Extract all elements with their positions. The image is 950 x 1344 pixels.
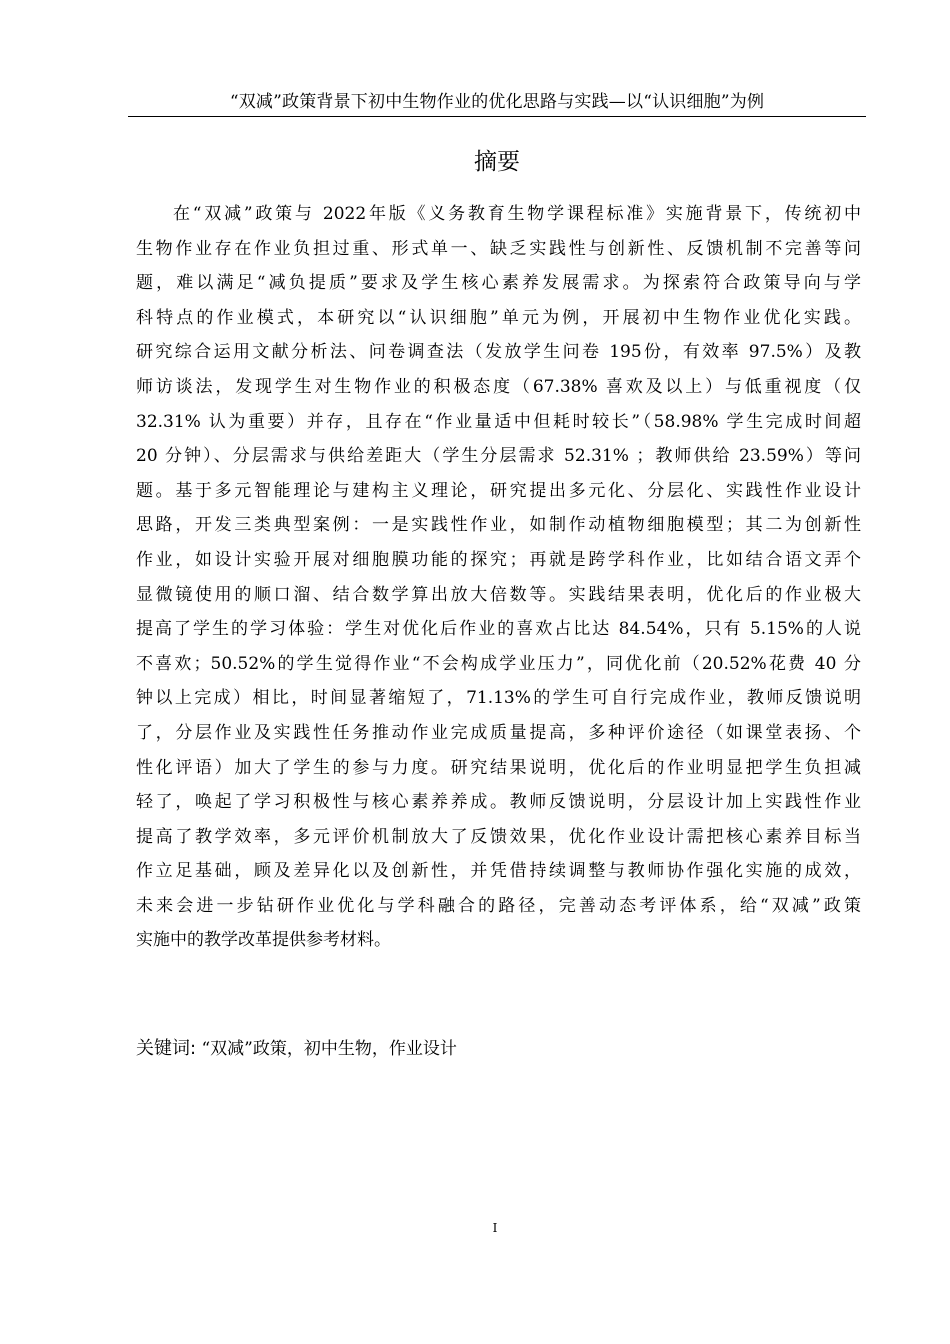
- page-number: I: [492, 1221, 498, 1235]
- abstract-line: 生物作业存在作业负担过重、形式单一、缺乏实践性与创新性、反馈机制不完善等问: [136, 238, 861, 259]
- abstract-line: 了，分层作业及实践性任务推动作业完成质量提高，多种评价途径（如课堂表扬、个: [136, 722, 861, 743]
- abstract-line: 未来会进一步钻研作业优化与学科融合的路径，完善动态考评体系，给“双减”政策: [136, 895, 861, 916]
- abstract-line: 显微镜使用的顺口溜、结合数学算出放大倍数等。实践结果表明，优化后的作业极大: [136, 584, 861, 605]
- abstract-line: 性化评语）加大了学生的参与力度。研究结果说明，优化后的作业明显把学生负担减: [136, 757, 861, 778]
- header-rule: [128, 116, 866, 117]
- keywords: [136, 1036, 457, 1062]
- abstract-line: 科特点的作业模式，本研究以“认识细胞”单元为例，开展初中生物作业优化实践。: [136, 307, 861, 328]
- abstract-line: 作立足基础，顾及差异化以及创新性，并凭借持续调整与教师协作强化实施的成效，: [136, 861, 861, 882]
- abstract-line: 师访谈法，发现学生对生物作业的积极态度（67.38% 喜欢及以上）与低重视度（仅: [136, 376, 861, 397]
- abstract-line: 32.31% 认为重要）并存，且存在“作业量适中但耗时较长”（58.98% 学生完成时间超: [136, 411, 861, 432]
- abstract-line: 钟以上完成）相比，时间显著缩短了，71.13%的学生可自行完成作业，教师反馈说明: [136, 688, 861, 709]
- abstract-line: 20 分钟）、分层需求与供给差距大（学生分层需求 52.31% ；教师供给 23.59%）等问: [136, 446, 861, 467]
- abstract-line: 题。基于多元智能理论与建构主义理论，研究提出多元化、分层化、实践性作业设计: [136, 480, 861, 501]
- abstract-body: [136, 197, 861, 958]
- abstract-line: 作业，如设计实验开展对细胞膜功能的探究；再就是跨学科作业，比如结合语文弄个: [136, 549, 861, 570]
- abstract-line: 实施中的教学改革提供参考材料。: [136, 930, 391, 951]
- abstract-line: 研究综合运用文献分析法、问卷调查法（发放学生问卷 195份，有效率 97.5%）及教: [136, 342, 861, 363]
- abstract-line: 不喜欢；50.52%的学生觉得作业“不会构成学业压力”，同优化前（20.52%花费 40 分: [136, 653, 861, 674]
- abstract-line: 提高了教学效率，多元评价机制放大了反馈效果，优化作业设计需把核心素养目标当: [136, 826, 861, 847]
- keywords-text: “双减”政策，初中生物，作业设计: [201, 1039, 457, 1059]
- abstract-title: 摘要: [474, 149, 520, 175]
- abstract-line: 提高了学生的学习体验：学生对优化后作业的喜欢占比达 84.54%，只有 5.15%的人说: [136, 619, 861, 640]
- running-header: “双减”政策背景下初中生物作业的优化思路与实践—以“认识细胞”为例: [229, 92, 765, 112]
- abstract-line: 在“双减”政策与 2022年版《义务教育生物学课程标准》实施背景下，传统初中: [173, 204, 861, 224]
- keywords-label: 关键词:: [136, 1038, 197, 1059]
- abstract-line: 题，难以满足“减负提质”要求及学生核心素养发展需求。为探索符合政策导向与学: [136, 273, 861, 294]
- abstract-line: 轻了，唤起了学习积极性与核心素养养成。教师反馈说明，分层设计加上实践性作业: [136, 792, 861, 813]
- abstract-line: 思路，开发三类典型案例：一是实践性作业，如制作动植物细胞模型；其二为创新性: [136, 515, 861, 536]
